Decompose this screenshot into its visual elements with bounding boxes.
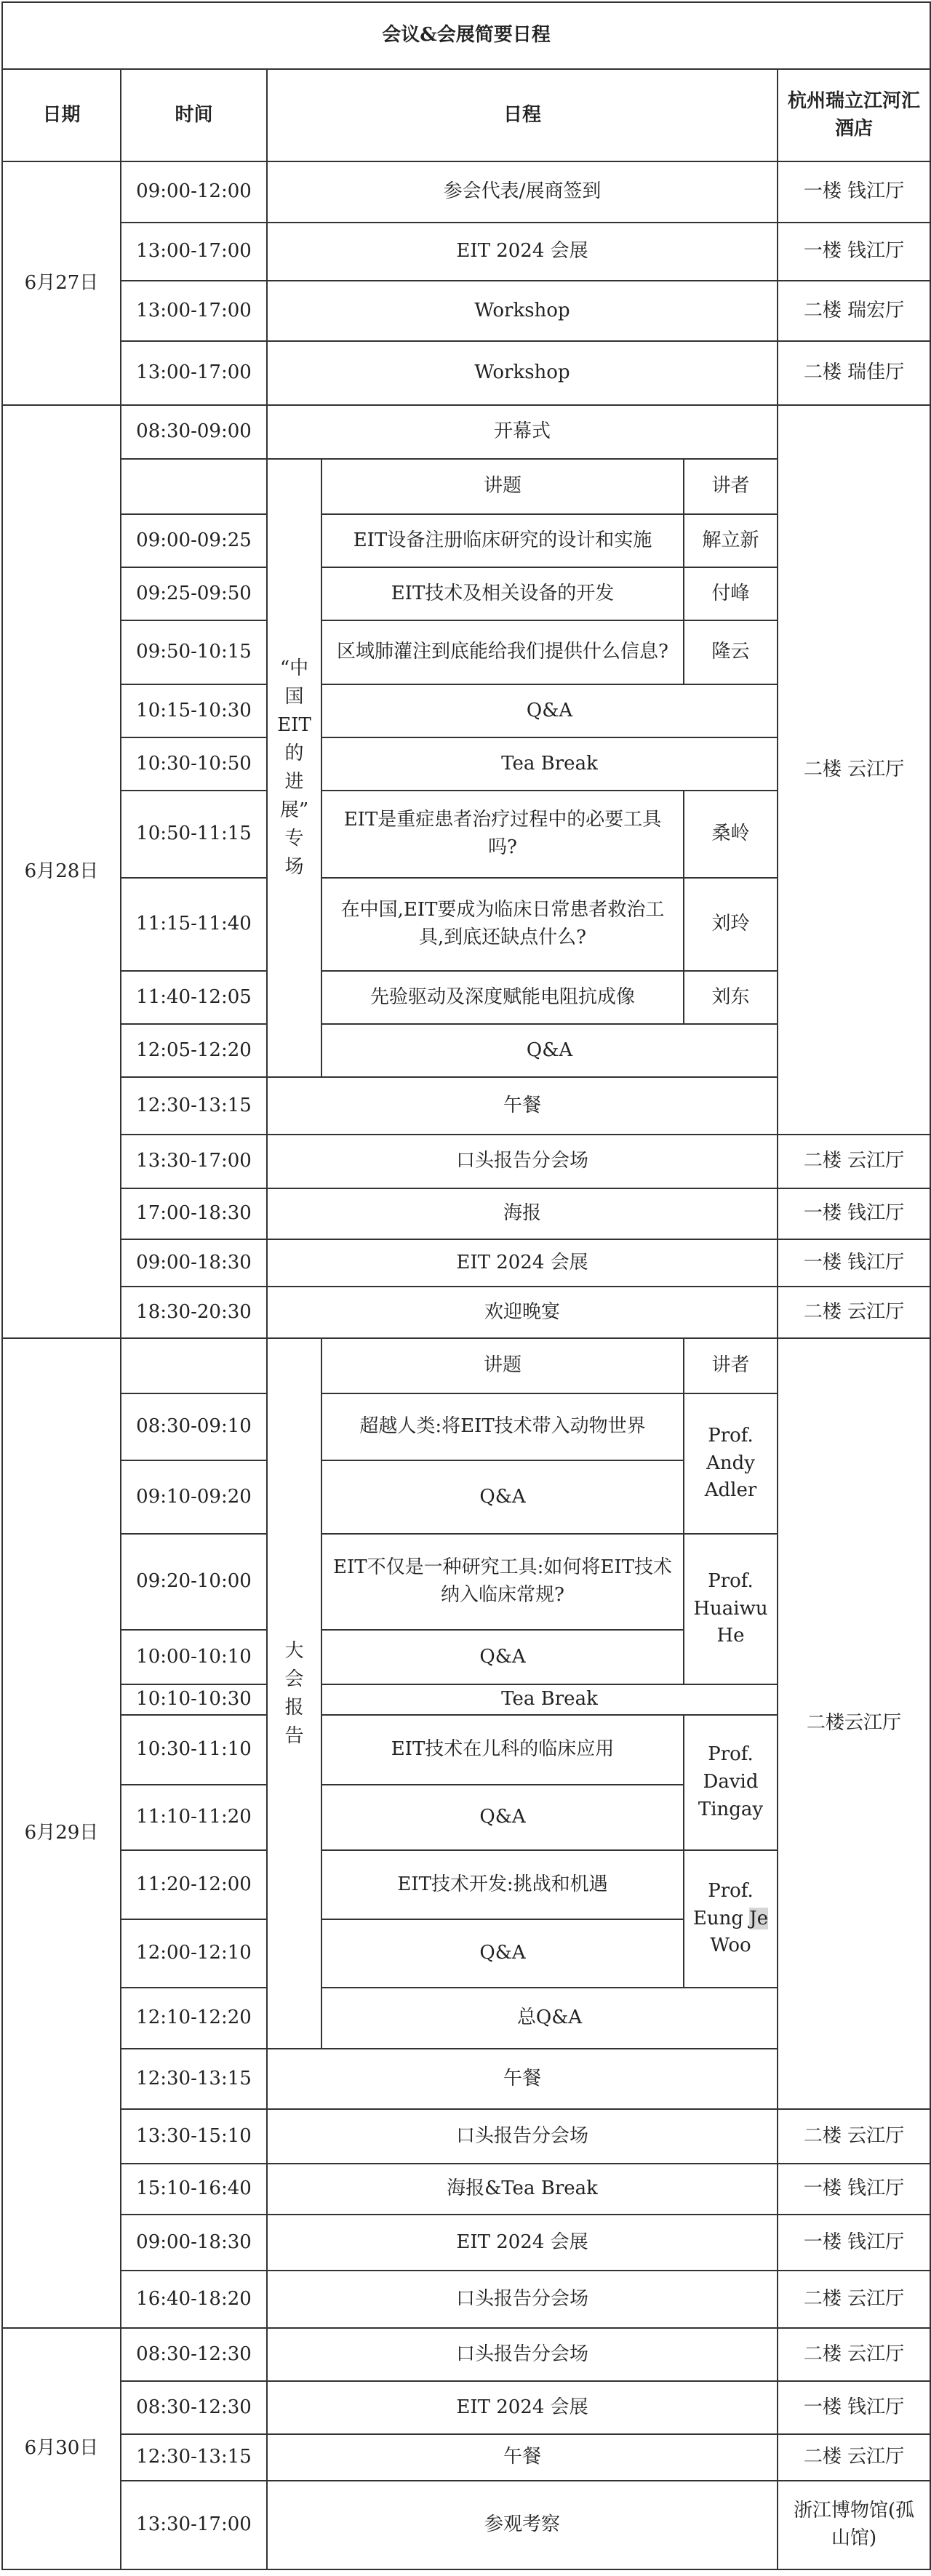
qa-cell: Q&A [321,1919,684,1988]
schedule-table [1,1,931,2570]
time-cell: 09:25-09:50 [121,567,267,620]
speaker-header: 讲者 [684,1338,778,1393]
time-cell: 13:00-17:00 [121,281,267,341]
speaker-header: 讲者 [684,459,778,514]
venue-cell-session: 二楼 云江厅 [778,405,930,1135]
header-venue: 杭州瑞立江河汇酒店 [778,69,930,161]
event-cell: 口头报告分会场 [267,2328,778,2381]
venue-cell: 一楼 钱江厅 [778,2215,930,2271]
event-cell: EIT 2024 会展 [267,2381,778,2434]
highlighted-text: Je [749,1907,769,1929]
topic-cell: 在中国,EIT要成为临床日常患者救治工具,到底还缺点什么? [321,878,684,971]
topic-cell: 先验驱动及深度赋能电阻抗成像 [321,971,684,1024]
topic-cell: 超越人类:将EIT技术带入动物世界 [321,1393,684,1460]
speaker-name-part: Prof. Eung [692,1879,754,1929]
topic-cell: EIT技术在儿科的临床应用 [321,1715,684,1785]
venue-cell: 二楼 云江厅 [778,2328,930,2381]
event-cell: Workshop [267,281,778,341]
date-cell-0627: 6月27日 [2,161,121,405]
time-cell: 13:00-17:00 [121,223,267,281]
event-cell: 口头报告分会场 [267,1135,778,1188]
speaker-cell: Prof. Andy Adler [684,1393,778,1534]
time-cell: 13:00-17:00 [121,341,267,405]
time-cell: 08:30-09:00 [121,405,267,459]
qa-cell: Q&A [321,684,778,737]
event-cell: 参会代表/展商签到 [267,161,778,223]
time-cell: 09:00-18:30 [121,1239,267,1287]
venue-cell: 一楼 钱江厅 [778,1239,930,1287]
time-cell: 15:10-16:40 [121,2164,267,2215]
speaker-cell: Prof. David Tingay [684,1715,778,1850]
lunch-cell: 午餐 [267,2049,778,2109]
time-cell: 08:30-12:30 [121,2381,267,2434]
venue-cell: 二楼 云江厅 [778,2434,930,2481]
speaker-cell: 付峰 [684,567,778,620]
venue-cell: 二楼 云江厅 [778,2271,930,2328]
event-cell: 参观考察 [267,2481,778,2569]
header-time: 时间 [121,69,267,161]
session-label-plenary: 大 会 报 告 [267,1338,321,2049]
time-cell: 18:30-20:30 [121,1287,267,1338]
time-cell: 08:30-12:30 [121,2328,267,2381]
time-cell-empty [121,1338,267,1393]
time-cell: 09:00-09:25 [121,514,267,567]
speaker-cell: Prof. Huaiwu He [684,1534,778,1684]
header-date: 日期 [2,69,121,161]
time-cell: 16:40-18:20 [121,2271,267,2328]
time-cell: 09:50-10:15 [121,620,267,684]
event-cell: EIT 2024 会展 [267,2215,778,2271]
venue-cell-plenary: 二楼云江厅 [778,1338,930,2109]
time-cell: 17:00-18:30 [121,1188,267,1239]
date-cell-0630: 6月30日 [2,2328,121,2569]
speaker-cell: 刘玲 [684,878,778,971]
speaker-cell: 解立新 [684,514,778,567]
venue-cell: 一楼 钱江厅 [778,2381,930,2434]
time-cell: 12:10-12:20 [121,1988,267,2049]
time-cell: 10:50-11:15 [121,791,267,878]
qa-cell: Q&A [321,1630,684,1684]
time-cell: 09:20-10:00 [121,1534,267,1630]
speaker-cell: 隆云 [684,620,778,684]
time-cell: 10:10-10:30 [121,1684,267,1715]
time-cell: 10:30-11:10 [121,1715,267,1785]
venue-cell: 二楼 瑞宏厅 [778,281,930,341]
speaker-cell: 刘东 [684,971,778,1024]
time-cell: 09:10-09:20 [121,1460,267,1534]
time-cell: 12:00-12:10 [121,1919,267,1988]
date-cell-0628: 6月28日 [2,405,121,1338]
topic-cell: EIT设备注册临床研究的设计和实施 [321,514,684,567]
event-cell: EIT 2024 会展 [267,223,778,281]
venue-cell: 二楼 云江厅 [778,1287,930,1338]
speaker-name-part: Woo [710,1935,751,1957]
event-cell: 口头报告分会场 [267,2109,778,2164]
time-cell: 08:30-09:10 [121,1393,267,1460]
speaker-cell [684,1850,778,1988]
time-cell: 11:40-12:05 [121,971,267,1024]
qa-cell: Q&A [321,1785,684,1850]
time-cell: 12:30-13:15 [121,1077,267,1135]
event-cell: EIT 2024 会展 [267,1239,778,1287]
header-schedule: 日程 [267,69,778,161]
lunch-cell: 午餐 [267,1077,778,1135]
time-cell: 12:30-13:15 [121,2049,267,2109]
date-cell-0629: 6月29日 [2,1338,121,2328]
session-label-china: “中 国 EIT 的 进 展” 专 场 [267,459,321,1077]
qa-cell: Q&A [321,1024,778,1077]
topic-cell: EIT技术及相关设备的开发 [321,567,684,620]
time-cell: 11:15-11:40 [121,878,267,971]
time-cell: 09:00-12:00 [121,161,267,223]
time-cell: 12:05-12:20 [121,1024,267,1077]
topic-header: 讲题 [321,1338,684,1393]
time-cell: 13:30-17:00 [121,2481,267,2569]
speaker-cell: 桑岭 [684,791,778,878]
venue-cell: 二楼 云江厅 [778,1135,930,1188]
venue-cell: 一楼 钱江厅 [778,1188,930,1239]
event-cell: 海报 [267,1188,778,1239]
time-cell: 10:15-10:30 [121,684,267,737]
time-cell: 12:30-13:15 [121,2434,267,2481]
topic-cell: 区域肺灌注到底能给我们提供什么信息? [321,620,684,684]
event-cell: 口头报告分会场 [267,2271,778,2328]
total-qa-cell: 总Q&A [321,1988,778,2049]
topic-header: 讲题 [321,459,684,514]
table-title: 会议&会展简要日程 [2,2,930,69]
time-cell: 13:30-17:00 [121,1135,267,1188]
venue-cell: 二楼 云江厅 [778,2109,930,2164]
event-cell: 开幕式 [267,405,778,459]
topic-cell: EIT不仅是一种研究工具:如何将EIT技术纳入临床常规? [321,1534,684,1630]
event-cell: 欢迎晚宴 [267,1287,778,1338]
venue-cell: 二楼 瑞佳厅 [778,341,930,405]
time-cell: 11:10-11:20 [121,1785,267,1850]
time-cell: 10:00-10:10 [121,1630,267,1684]
time-cell: 11:20-12:00 [121,1850,267,1919]
event-cell: 午餐 [267,2434,778,2481]
event-cell: 海报&Tea Break [267,2164,778,2215]
topic-cell: EIT是重症患者治疗过程中的必要工具吗? [321,791,684,878]
venue-cell: 一楼 钱江厅 [778,161,930,223]
tea-break-cell: Tea Break [321,737,778,791]
time-cell: 13:30-15:10 [121,2109,267,2164]
topic-cell: EIT技术开发:挑战和机遇 [321,1850,684,1919]
qa-cell: Q&A [321,1460,684,1534]
time-cell: 09:00-18:30 [121,2215,267,2271]
tea-break-cell: Tea Break [321,1684,778,1715]
event-cell: Workshop [267,341,778,405]
venue-cell: 一楼 钱江厅 [778,223,930,281]
venue-cell: 一楼 钱江厅 [778,2164,930,2215]
time-cell: 10:30-10:50 [121,737,267,791]
venue-cell: 浙江博物馆(孤山馆) [778,2481,930,2569]
time-cell-empty [121,459,267,514]
